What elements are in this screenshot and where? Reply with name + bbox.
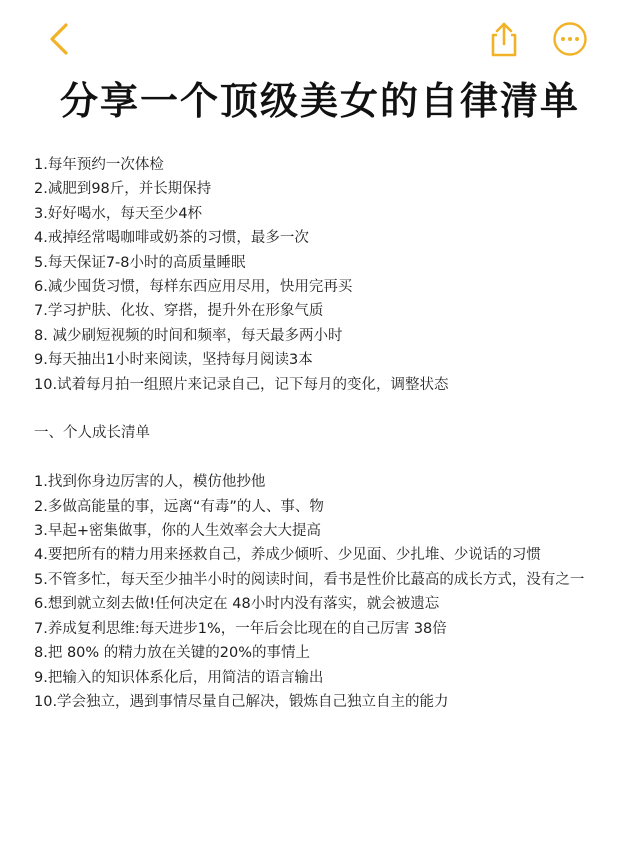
list-item: 2.多做高能量的事，远离“有毒”的人、事、物 [34, 498, 324, 515]
blank-line [34, 397, 614, 421]
list-item: 1.每年预约一次体检 [34, 157, 164, 173]
list-item: 9.把输入的知识体系化后，用简洁的语言输出 [34, 669, 324, 686]
back-button[interactable] [44, 22, 76, 56]
toolbar [0, 0, 640, 80]
list-item: 5.不管多忙，每天至少抽半小时的阅读时间，看书是性价比蕞高的成长方式，没有之一 [34, 571, 585, 588]
list-item: 7.学习护肤、化妆、穿搭，提升外在形象气质 [34, 303, 324, 320]
list-item: 10.学会独立，遇到事情尽量自己解决，锻炼自己独立自主的能力 [34, 693, 449, 710]
list-item: 4.要把所有的精力用来拯救自己，养成少倾听、少见面、少扎堆、少说话的习惯 [34, 547, 541, 564]
page-title: 分享一个顶级美女的自律清单 [59, 79, 580, 123]
more-horizontal-icon [552, 20, 588, 58]
list-item: 9.每天抽出1小时来阅读，坚持每月阅读3本 [34, 352, 313, 369]
share-button[interactable] [486, 20, 522, 58]
list-item: 10.试着每月拍一组照片来记录自己，记下每月的变化，调整状态 [34, 376, 449, 393]
list-item: 7.养成复利思维:每天进步1%，一年后会比现在的自己厉害 38倍 [34, 620, 447, 637]
list-item: 8.把 80% 的精力放在关键的20%的事情上 [34, 645, 311, 662]
personal-growth-list [34, 470, 614, 714]
more-button[interactable] [552, 20, 588, 58]
list-item: 6.减少囤货习惯，每样东西应用尽用，快用完再买 [34, 279, 353, 296]
list-item: 3.早起+密集做事，你的人生效率会大大提高 [34, 523, 321, 540]
list-item: 4.戒掉经常喝咖啡或奶茶的习惯，最多一次 [34, 230, 309, 247]
list-item: 8. 减少刷短视频的时间和频率，每天最多两小时 [34, 327, 343, 344]
list-item: 2.减肥到98斤，并长期保持 [34, 181, 212, 198]
section-heading: 一、个人成长清单 [34, 425, 150, 442]
chevron-left-icon [44, 22, 76, 56]
list-item: 5.每天保证7-8小时的高质量睡眠 [34, 254, 246, 271]
blank-line [34, 446, 614, 470]
list-item: 1.找到你身边厉害的人，模仿他抄他 [34, 474, 266, 491]
share-icon [486, 20, 522, 58]
self-discipline-list [34, 153, 614, 397]
list-item: 6.想到就立刻去做!任何决定在 48小时内没有落实，就会被遗忘 [34, 596, 440, 613]
list-item: 3.好好喝水，每天至少4杯 [34, 205, 203, 222]
note-body [34, 153, 614, 714]
